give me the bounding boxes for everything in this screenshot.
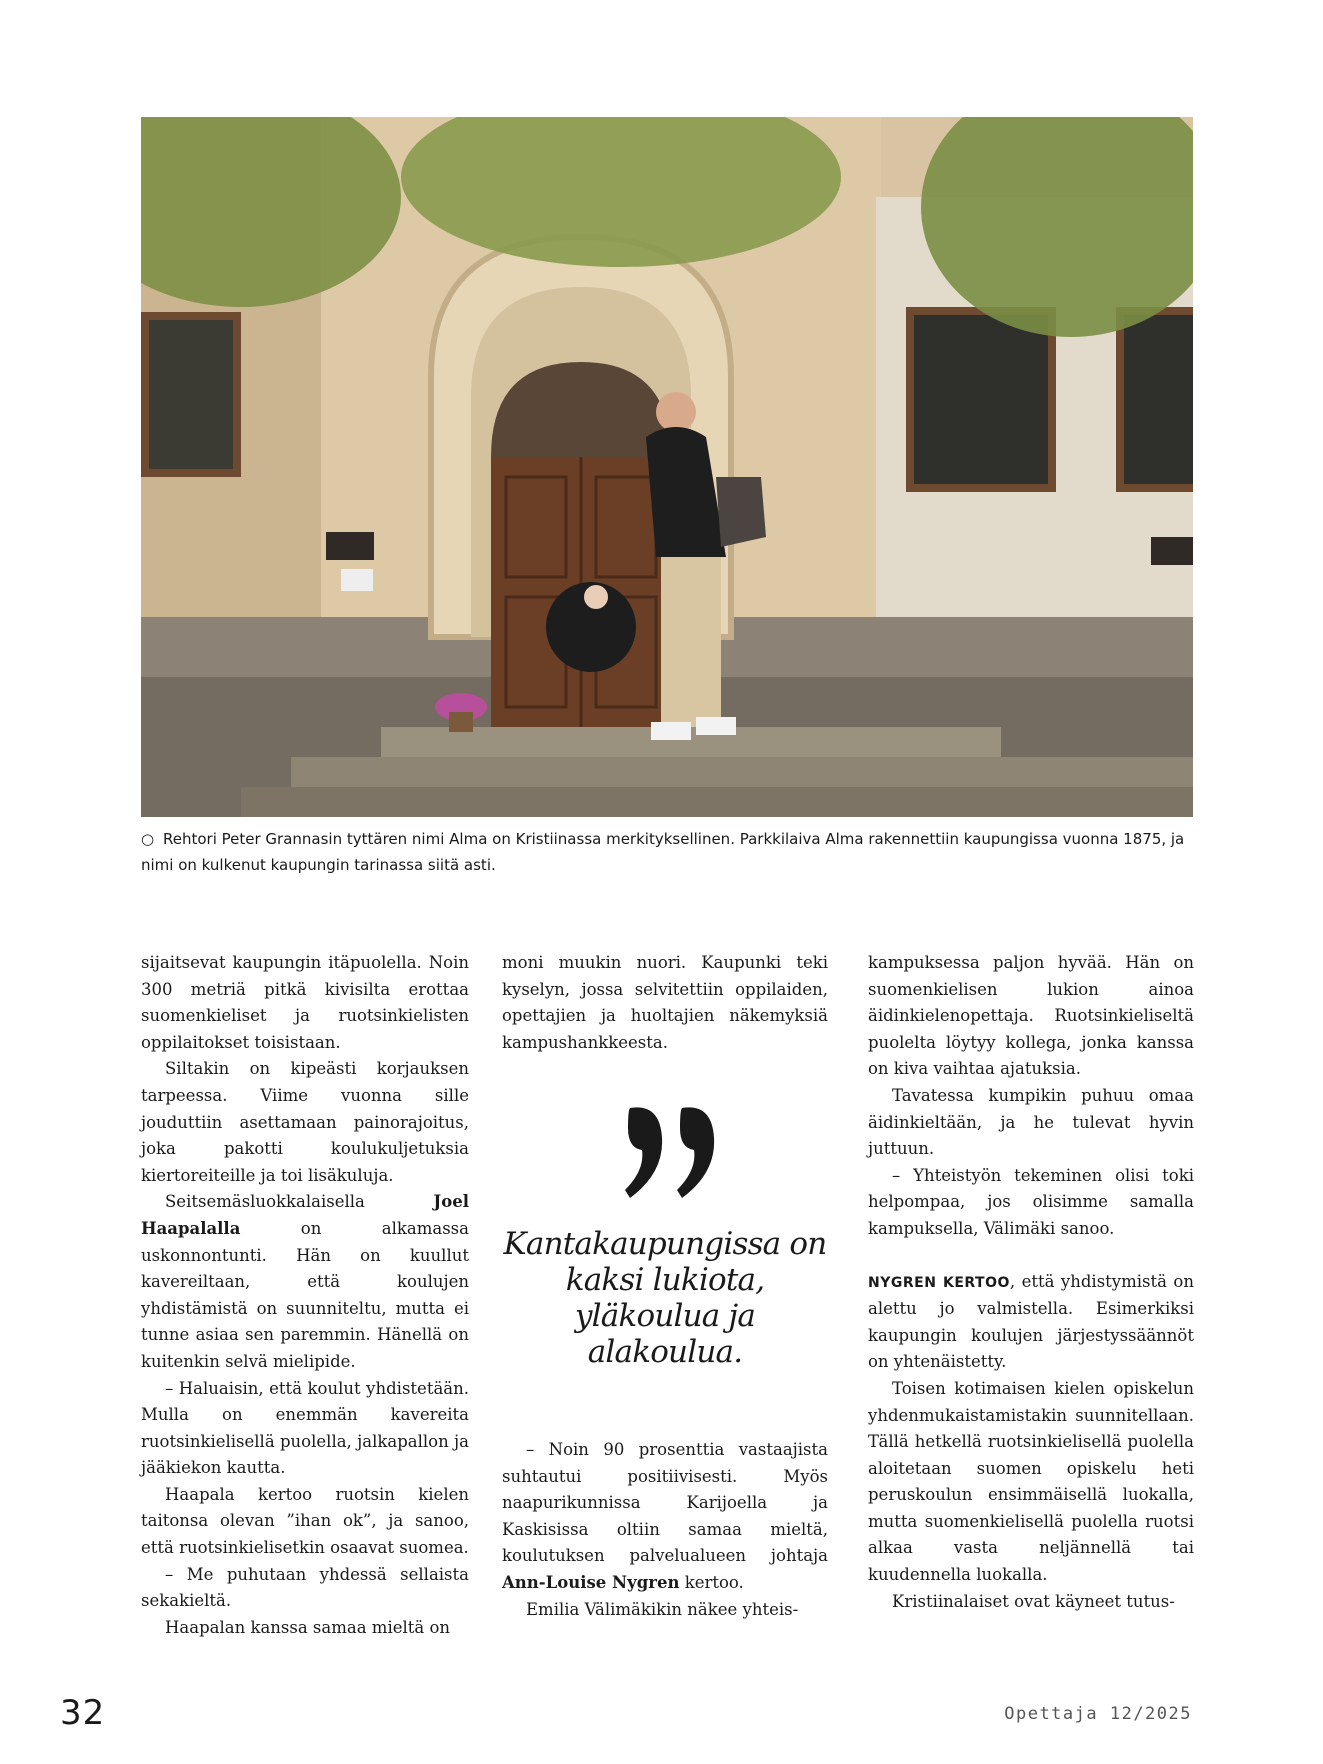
- paragraph: – Yhteistyön tekeminen olisi toki helpompaa, jos olisimme samalla kampuksella, Välimäki sanoo.: [868, 1165, 1194, 1238]
- quote-mark-icon: [620, 1098, 730, 1208]
- paragraph-text: – Noin 90 prosenttia vastaajista suhtautui positiivisesti. Myös naapurikunnissa Karijoella ja Kaskisissa oltiin samaa mieltä, koulutuksen palvelualueen johtaja: [502, 1440, 828, 1566]
- caption-text: Rehtori Peter Grannasin tyttären nimi Alma on Kristiinassa merkityksellinen. Parkkilaiva Alma rakennettiin kaupungissa vuonna 1875, ja nimi on kulkenut kaupungin tarinassa siitä asti.: [141, 830, 1185, 874]
- paragraph-text: kertoo.: [679, 1572, 744, 1592]
- paragraph-text: on alkamassa uskonnontunti. Hän on kuullut kavereiltaan, että koulujen yhdistämistä on suunniteltu, mutta ei tunne asiaa sen paremmin. Hänellä on kuitenkin selvä mielipide.: [141, 1218, 469, 1371]
- paragraph: kampuksessa paljon hyvää. Hän on suomenkielisen lukion ainoa äidinkielenopettaja. Ruotsinkieliseltä puolelta löytyy kollega, jonka kanssa on kiva vaihtaa ajatuksia.: [868, 953, 1194, 1079]
- photo-school-entrance-icon: [141, 117, 1193, 817]
- magazine-issue: Opettaja 12/2025: [1004, 1704, 1192, 1724]
- photo-caption: [141, 826, 1193, 878]
- paragraph: moni muukin nuori. Kaupunki teki kyselyn, jossa selvitettiin oppilaiden, opettajien ja huoltajien näkemyksiä kampushankkeesta.: [502, 953, 828, 1052]
- paragraph: Kristiinalaiset ovat käyneet tutus-: [892, 1591, 1175, 1611]
- paragraph: sijaitsevat kaupungin itäpuolella. Noin 300 metriä pitkä kivisilta erottaa suomenkieliset ja ruotsinkielisten oppilaitokset toisistaan.: [141, 953, 469, 1052]
- paragraph: [502, 1437, 828, 1597]
- page-number: 32: [60, 1693, 106, 1733]
- paragraph-text: Seitsemäsluokkalaisella: [165, 1192, 434, 1212]
- paragraph: Haapalan kanssa samaa mieltä on: [165, 1617, 451, 1637]
- paragraph: Tavatessa kumpikin puhuu omaa äidinkieltään, ja he tulevat hyvin juttuun.: [868, 1085, 1194, 1159]
- article-column-2-lower: [502, 1437, 828, 1623]
- article-column-2: [502, 950, 828, 1056]
- paragraph: Emilia Välimäkikin näkee yhteis-: [526, 1599, 799, 1619]
- article-column-1: [141, 950, 469, 1641]
- caption-bullet-icon: ○: [141, 830, 155, 848]
- article-photo: [141, 117, 1193, 817]
- article-column-3: [868, 950, 1194, 1615]
- paragraph: [141, 1189, 469, 1375]
- person-name: Joel Haapalalla: [141, 1192, 469, 1238]
- paragraph: – Haluaisin, että koulut yhdistetään. Mulla on enemmän kavereita ruotsinkielisellä puolella, jalkapallon ja jääkiekon kautta.: [141, 1378, 469, 1478]
- lead-in-caps: NYGREN KERTOO: [868, 1274, 1010, 1291]
- paragraph: [868, 1269, 1194, 1376]
- pull-quote: Kantakaupungissa on kaksi lukiota, yläkoulua ja alakoulua.: [503, 1226, 827, 1370]
- paragraph: Haapala kertoo ruotsin kielen taitonsa olevan ”ihan ok”, ja sanoo, että ruotsinkielisetkin osaavat suomea.: [141, 1484, 469, 1558]
- paragraph: Toisen kotimaisen kielen opiskelun yhdenmukaistamistakin suunnitellaan. Tällä hetkellä ruotsinkielisellä puolella aloitetaan suomen opiskelu heti peruskoulun ensimmäisellä luokalla, mutta suomenkielisellä puolella ruotsi alkaa vasta neljännellä tai kuudennella luokalla.: [868, 1378, 1194, 1585]
- paragraph: Siltakin on kipeästi korjauksen tarpeessa. Viime vuonna sille jouduttiin asettamaan painorajoitus, joka pakotti koulukuljetuksia kiertoreiteille ja toi lisäkuluja.: [141, 1059, 469, 1185]
- paragraph: – Me puhutaan yhdessä sellaista sekakieltä.: [141, 1564, 469, 1611]
- paragraph-text: , että yhdistymistä on alettu jo valmistella. Esimerkiksi kaupungin koulujen järjestyssäännöt on yhtenäistetty.: [868, 1271, 1194, 1372]
- person-name: Ann-Louise Nygren: [502, 1572, 680, 1592]
